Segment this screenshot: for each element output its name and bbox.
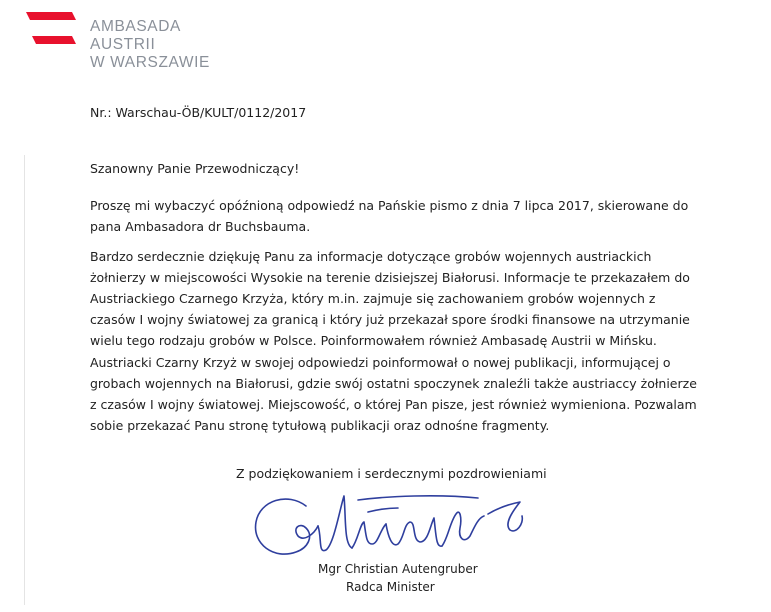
paragraph-2 — [90, 246, 690, 351]
paragraph-line: żołnierzy w miejscowości Wysokie na terenie dzisiejszej Białorusi. Informacje te przekazałem do — [90, 270, 690, 285]
paragraph-line: sobie przekazać Panu stronę tytułową publikacji oraz odnośne fragmenty. — [90, 418, 550, 433]
reference-number: Nr.: Warschau-ÖB/KULT/0112/2017 — [90, 105, 307, 120]
logo-line-1: AMBASADA — [90, 18, 181, 35]
paragraph-line: czasów I wojny światowej za granicą i który już przekazał spore środki finansowe na utrzymanie — [90, 312, 690, 327]
signer-title: Radca Minister — [346, 580, 435, 594]
paragraph-line: Proszę mi wybaczyć opóźnioną odpowiedź na Pańskie pismo z dnia 7 lipca 2017, skierowane do — [90, 198, 689, 213]
paragraph-line: wielu tego rodzaju grobów w Polsce. Poinformowałem również Ambasadę Austrii w Mińsku. — [90, 333, 657, 348]
paragraph-3 — [90, 352, 697, 436]
logo-line-3: W WARSZAWIE — [90, 54, 210, 71]
paragraph-line: grobach wojennych na Białorusi, gdzie swój ostatni spoczynek znaleźli także austriaccy żołnierze — [90, 376, 697, 391]
embassy-logo-text — [90, 18, 210, 72]
austrian-flag-stripes-icon — [26, 12, 76, 46]
paragraph-line: Austriacki Czarny Krzyż w swojej odpowiedzi poinformował o nowej publikacji, informującej o — [90, 355, 671, 370]
paragraph-line: pana Ambasadora dr Buchsbauma. — [90, 219, 311, 234]
page-edge-line — [24, 155, 25, 605]
closing-line: Z podziękowaniem i serdecznymi pozdrowieniami — [236, 466, 547, 481]
salutation: Szanowny Panie Przewodniczący! — [90, 161, 300, 176]
paragraph-1 — [90, 195, 688, 237]
paragraph-line: Austriackiego Czarnego Krzyża, który m.in. zajmuje się zachowaniem grobów wojennych z — [90, 291, 656, 306]
paragraph-line: z czasów I wojny światowej. Miejscowość, o której Pan pisze, jest również wymieniona. Pozwalam — [90, 397, 697, 412]
handwritten-signature — [248, 478, 548, 568]
paragraph-line: Bardzo serdecznie dziękuję Panu za informacje dotyczące grobów wojennych austriackich — [90, 249, 652, 264]
logo-line-2: AUSTRII — [90, 36, 156, 53]
signer-name: Mgr Christian Autengruber — [318, 562, 478, 576]
